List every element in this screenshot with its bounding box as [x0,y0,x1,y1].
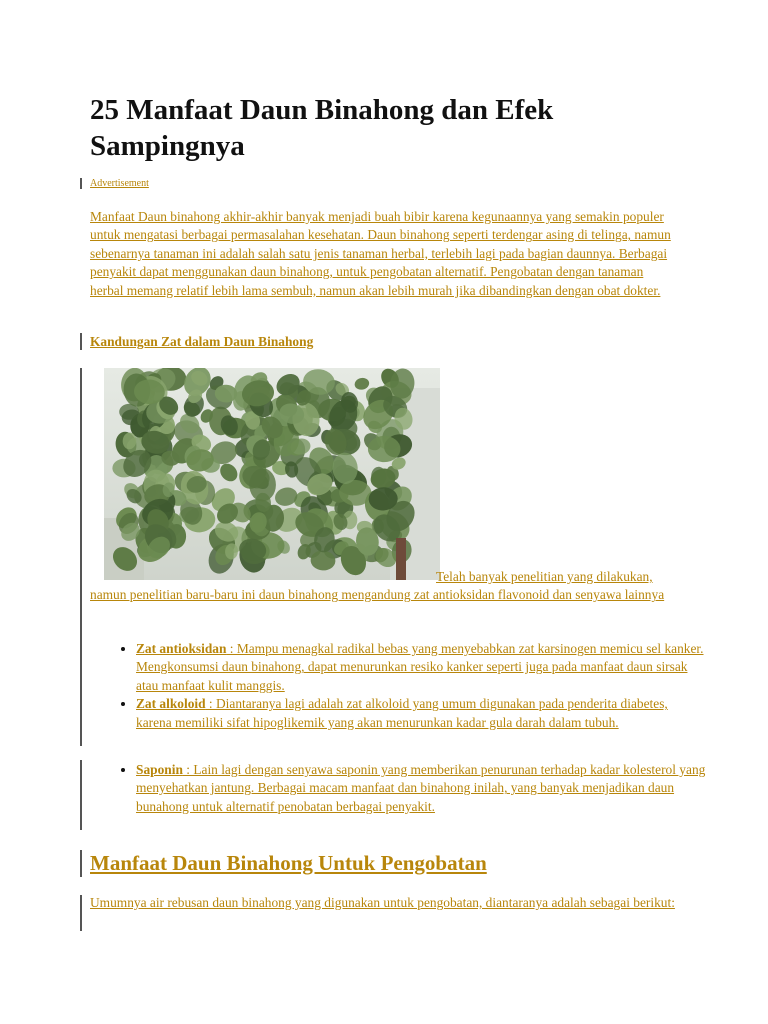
intro-paragraph[interactable]: Manfaat Daun binahong akhir-akhir banyak menjadi buah bibir karena kegunaannya yang semakin populer untuk mengatasi berbagai permasalahan kesehatan. Daun binahong seperti terdengar asing di telinga, namun sebenarnya tanaman ini adalah salah satu jenis tanaman herbal, terlebih lagi pada bagian daunnya. Berbagai penyakit dapat menggunakan daun binahong, untuk pengobatan alternatif. Pengobatan dengan tanaman herbal memang relatif lebih lama sembuh, namun akan lebih murah jika dibandingkan dengan obat dokter. [90,209,671,298]
compounds-list [110,640,706,732]
quote-bar [80,333,82,350]
compounds-list-two [110,761,706,816]
image-caption[interactable]: Telah banyak penelitian yang dilakukan, namun penelitian baru-baru ini daun binahong mengandung zat antioksidan flavonoid dan senyawa lainnya [90,569,665,603]
section-heading[interactable]: Manfaat Daun Binahong Untuk Pengobatan [90,851,487,875]
advertisement-link[interactable]: Advertisement [90,178,149,189]
article-title: 25 Manfaat Daun Binahong dan Efek Sampingnya [90,94,554,162]
list-item[interactable]: • Zat antioksidan : Mampu menagkal radikal bebas yang menyebabkan zat karsinogen memicu sel kanker. Mengkonsumsi daun binahong, dapat menurunkan resiko kanker seperti juga pada manfaat daun sirsak atau manfaat kulit manggis. [136,640,706,695]
list-item[interactable]: • Zat alkoloid : Diantaranya lagi adalah zat alkoloid yang umum digunakan pada penderita diabetes, karena memiliki sifat hipoglikemik yang akan menurunkan kadar gula darah dalam tubuh. [136,695,706,732]
quote-bar [80,850,82,877]
quote-bar [80,895,82,931]
quote-bar [80,368,82,746]
quote-bar [80,178,82,189]
subheading-kandungan[interactable]: Kandungan Zat dalam Daun Binahong [90,334,314,349]
quote-bar [80,760,82,830]
section-paragraph[interactable]: Umumnya air rebusan daun binahong yang digunakan untuk pengobatan, diantaranya adalah sebagai berikut: [90,895,675,910]
list-item[interactable]: • Saponin : Lain lagi dengan senyawa saponin yang memberikan penurunan terhadap kadar kolesterol yang menyehatkan jantung. Berbagai macam manfaat dan binahong inilah, yang banyak menjadikan daun bunahong untuk alternatif penobatan berbagai penyakit. [136,761,706,816]
binahong-plant-image [104,368,440,580]
